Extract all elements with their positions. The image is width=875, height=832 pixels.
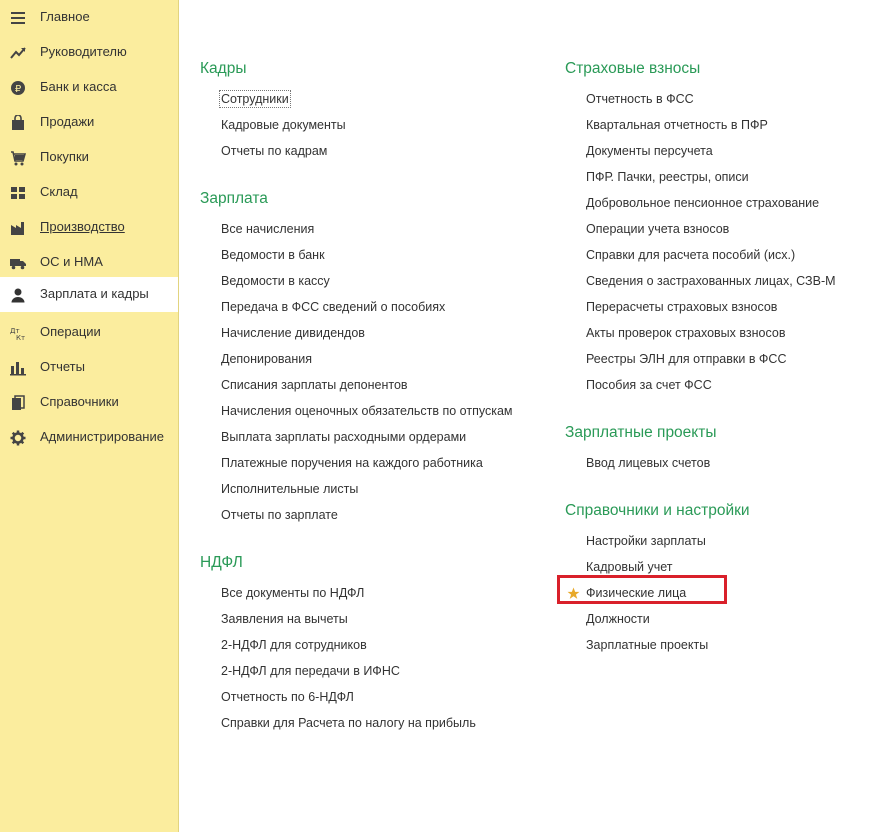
link-fss-benefits-payments[interactable]: Пособия за счет ФСС [586,378,712,392]
link-depositor-writeoffs[interactable]: Списания зарплаты депонентов [221,378,408,392]
section-title-ndfl: НДФЛ [200,554,243,571]
link-2ndfl-ifns[interactable]: 2-НДФЛ для передачи в ИФНС [221,664,400,678]
link-cash-statements[interactable]: Ведомости в кассу [221,274,330,288]
link-fss-reporting[interactable]: Отчетность в ФСС [586,92,694,106]
sidebar-item-label: Руководителю [40,44,127,59]
link-pfr-quarterly[interactable]: Квартальная отчетность в ПФР [586,118,768,132]
sidebar-item-reports[interactable] [0,350,178,385]
link-positions[interactable]: Должности [586,612,650,626]
link-salary-projects[interactable]: Зарплатные проекты [586,638,709,652]
link-hr-accounting[interactable]: Кадровый учет [586,560,673,574]
trend-icon [9,44,27,62]
bar-chart-icon [9,359,27,377]
bag-icon [9,114,27,132]
sidebar-item-label: Отчеты [40,359,85,374]
sidebar-item-main[interactable] [0,0,178,35]
link-personal-accounts[interactable]: Ввод лицевых счетов [586,456,711,470]
link-depositing[interactable]: Депонирования [221,352,313,366]
sidebar-item-production[interactable] [0,210,178,245]
link-vacation-liabilities[interactable]: Начисления оценочных обязательств по отпускам [221,404,513,418]
link-szv-m[interactable]: Сведения о застрахованных лицах, СЗВ-М [586,274,836,288]
link-ndfl-documents[interactable]: Все документы по НДФЛ [221,586,365,600]
link-audit-acts[interactable]: Акты проверок страховых взносов [586,326,786,340]
sidebar-item-label: Операции [40,324,101,339]
sidebar-item-label: Справочники [40,394,119,409]
link-salary-settings[interactable]: Настройки зарплаты [586,534,706,548]
sidebar-item-label: Производство [40,219,125,234]
link-eln-registers[interactable]: Реестры ЭЛН для отправки в ФСС [586,352,787,366]
person-icon [9,286,27,304]
sidebar-item-operations[interactable] [0,315,178,350]
link-hr-documents[interactable]: Кадровые документы [221,118,346,132]
section-title-insurance: Страховые взносы [565,60,701,77]
sidebar-item-label: ОС и НМА [40,254,103,269]
link-pfr-bundles[interactable]: ПФР. Пачки, реестры, описи [586,170,749,184]
link-deduction-applications[interactable]: Заявления на вычеты [221,612,348,626]
sidebar-item-warehouse[interactable] [0,175,178,210]
link-contribution-recalc[interactable]: Перерасчеты страховых взносов [586,300,778,314]
sidebar-item-label: Склад [40,184,78,199]
grid-icon [9,184,27,202]
link-payment-orders[interactable]: Платежные поручения на каждого работника [221,456,483,470]
link-dividends[interactable]: Начисление дивидендов [221,326,365,340]
sidebar-item-label: Продажи [40,114,95,129]
link-contribution-operations[interactable]: Операции учета взносов [586,222,730,236]
ruble-icon [9,79,27,97]
svg-text:₽: ₽ [14,84,22,95]
sidebar-item-label: Банк и касса [40,79,117,94]
factory-icon [9,219,27,237]
sidebar-item-sales[interactable] [0,105,178,140]
gear-icon [9,429,27,447]
sidebar-item-label: Главное [40,9,90,24]
section-title-kadry: Кадры [200,60,247,77]
dt-kt-icon [9,324,27,342]
link-all-accruals[interactable]: Все начисления [221,222,315,236]
sidebar-item-fixed-assets[interactable] [0,245,178,280]
sidebar-item-label: Зарплата и кадры [40,286,149,301]
link-cash-orders-payout[interactable]: Выплата зарплаты расходными ордерами [221,430,467,444]
sidebar-item-bank[interactable] [0,70,178,105]
highlight-box [557,575,727,604]
truck-icon [9,254,27,272]
svg-text:Кт: Кт [16,334,26,341]
link-voluntary-pension[interactable]: Добровольное пенсионное страхование [586,196,820,210]
link-6ndfl-reporting[interactable]: Отчетность по 6-НДФЛ [221,690,354,704]
link-fss-benefits[interactable]: Передача в ФСС сведений о пособиях [221,300,446,314]
books-icon [9,394,27,412]
link-writs[interactable]: Исполнительные листы [221,482,359,496]
section-title-settings: Справочники и настройки [565,502,750,519]
link-salary-reports[interactable]: Отчеты по зарплате [221,508,338,522]
link-personal-accounting[interactable]: Документы персучета [586,144,713,158]
svg-text:Дт: Дт [10,327,20,335]
cart-icon [9,149,27,167]
link-profit-tax-certificates[interactable]: Справки для Расчета по налогу на прибыль [221,716,476,730]
section-title-salary-projects: Зарплатные проекты [565,424,717,441]
link-individuals[interactable]: Физические лица [586,586,687,600]
sidebar [0,0,179,832]
sidebar-item-references[interactable] [0,385,178,420]
link-2ndfl-employees[interactable]: 2-НДФЛ для сотрудников [221,638,367,652]
link-hr-reports[interactable]: Отчеты по кадрам [221,144,328,158]
menu-icon [9,9,27,27]
sidebar-item-label: Покупки [40,149,89,164]
sidebar-item-purchases[interactable] [0,140,178,175]
sidebar-item-administration[interactable] [0,420,178,455]
sidebar-item-manager[interactable] [0,35,178,70]
sidebar-item-salary-hr[interactable] [0,277,178,312]
sidebar-item-label: Администрирование [40,429,164,444]
link-benefit-certificates[interactable]: Справки для расчета пособий (исх.) [586,248,796,262]
section-title-zarplata: Зарплата [200,190,268,207]
link-employees[interactable]: Сотрудники [221,92,289,106]
link-bank-statements[interactable]: Ведомости в банк [221,248,325,262]
